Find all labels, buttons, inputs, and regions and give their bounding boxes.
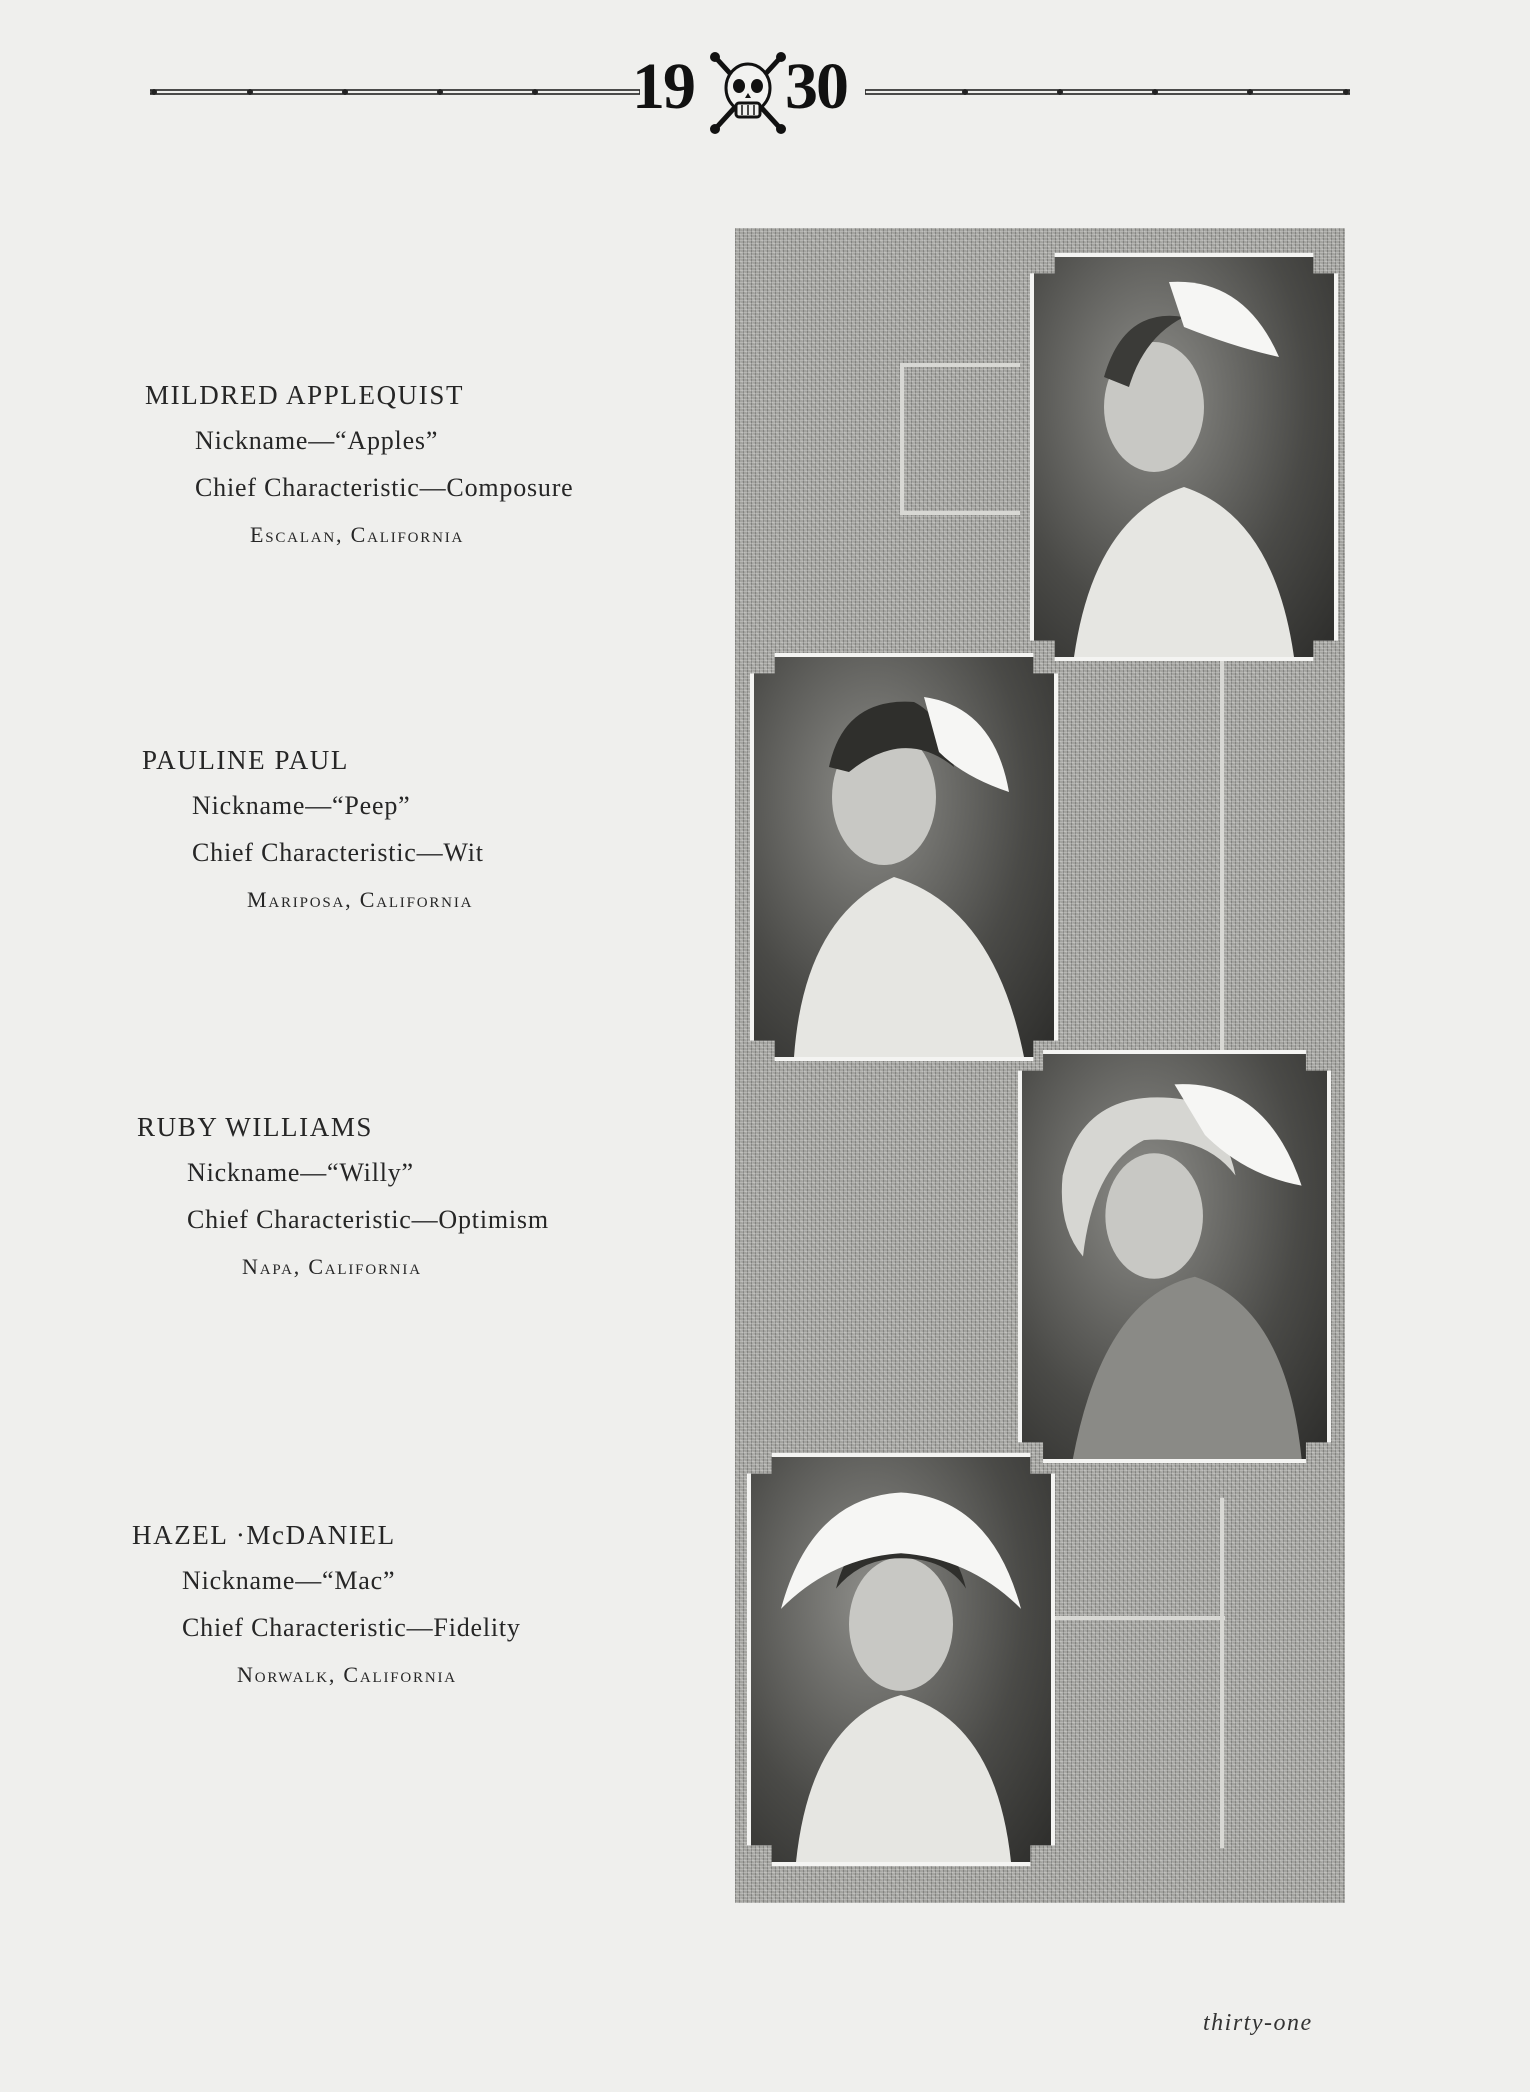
- student-hometown: Napa, California: [242, 1254, 422, 1279]
- portrait-image: [751, 1457, 1051, 1862]
- student-photo: [1018, 1050, 1331, 1463]
- page-number: thirty-one: [1203, 2010, 1313, 2036]
- photo-panel: [735, 228, 1345, 1903]
- yearbook-header: [150, 40, 1350, 140]
- header-year-right: 30: [785, 50, 847, 123]
- panel-divider: [1220, 1498, 1224, 1848]
- panel-divider: [900, 363, 1020, 367]
- student-characteristic: Chief Characteristic—Composure: [195, 473, 574, 502]
- student-name: RUBY WILLIAMS: [137, 1112, 374, 1142]
- student-nickname: Nickname—“Mac”: [182, 1566, 396, 1595]
- student-characteristic: Chief Characteristic—Optimism: [187, 1205, 549, 1234]
- portrait-image: [1034, 257, 1334, 657]
- panel-divider: [900, 511, 1020, 515]
- student-name: MILDRED APPLEQUIST: [145, 380, 465, 410]
- student-name: PAULINE PAUL: [142, 745, 349, 775]
- student-photo: [747, 1453, 1055, 1866]
- panel-divider: [1035, 1616, 1225, 1620]
- student-nickname: Nickname—“Peep”: [192, 791, 411, 820]
- student-photo: [1030, 253, 1338, 661]
- student-characteristic: Chief Characteristic—Fidelity: [182, 1613, 521, 1642]
- student-photo: [750, 653, 1058, 1061]
- student-hometown: Mariposa, California: [247, 887, 474, 912]
- panel-divider: [900, 363, 904, 513]
- student-characteristic: Chief Characteristic—Wit: [192, 838, 484, 867]
- student-hometown: Escalan, California: [250, 522, 465, 547]
- student-nickname: Nickname—“Apples”: [195, 426, 439, 455]
- portrait-image: [754, 657, 1054, 1057]
- student-hometown: Norwalk, California: [237, 1662, 457, 1687]
- header-year-left: 19: [632, 50, 694, 123]
- portrait-image: [1022, 1054, 1327, 1459]
- header-ornament-right: [865, 88, 1350, 96]
- student-nickname: Nickname—“Willy”: [187, 1158, 414, 1187]
- skull-crossbones-icon: [708, 48, 788, 136]
- header-ornament-left: [150, 88, 640, 96]
- student-name: HAZEL ·McDANIEL: [132, 1520, 396, 1550]
